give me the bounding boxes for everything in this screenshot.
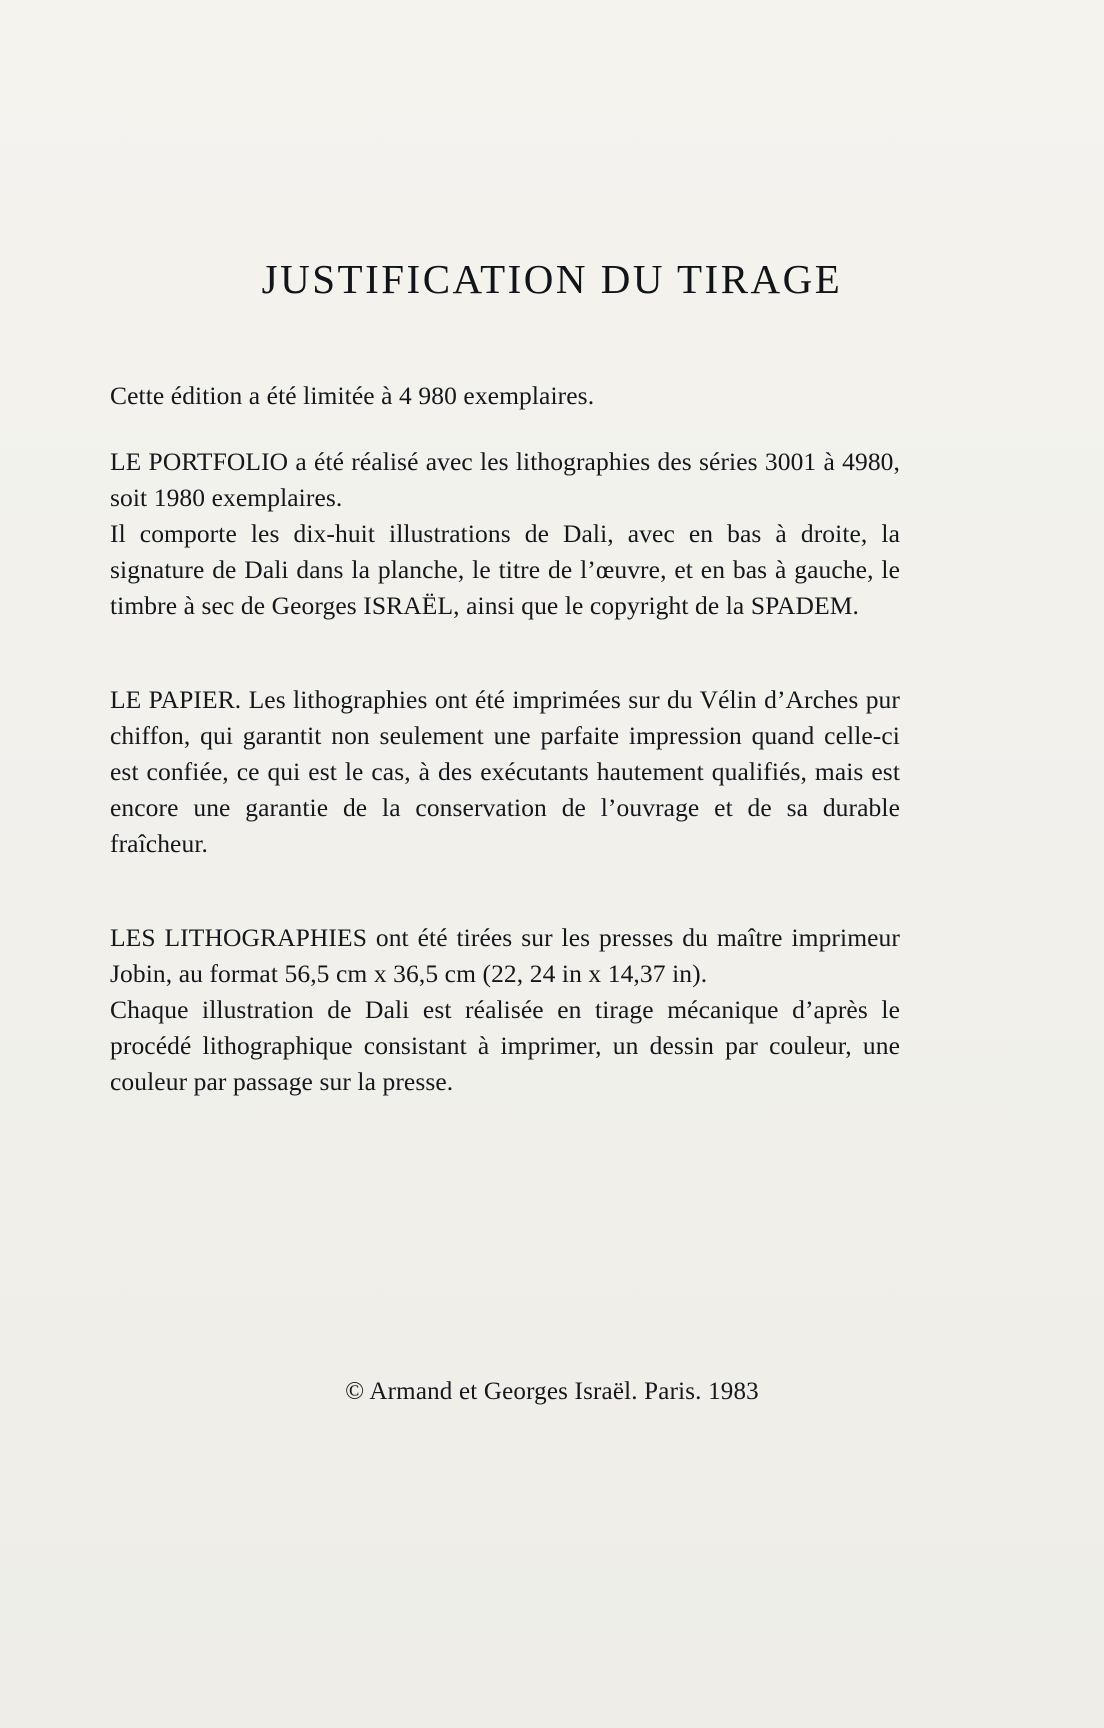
paragraph-lithographs: LES LITHOGRAPHIES ont été tirées sur les presses du maître imprimeur Jobin, au format 56,5 cm x 36,5 cm (22, 24 in x 14,37 in). bbox=[110, 923, 900, 988]
colophon: © Armand et Georges Israël. Paris. 1983 bbox=[345, 1378, 759, 1405]
spacer bbox=[110, 414, 900, 444]
paragraph-process: Chaque illustration de Dali est réalisée en tirage mécanique d’après le procédé lithographique consistant à imprimer, un dessin par couleur, une couleur par passage sur la presse. bbox=[110, 995, 900, 1096]
spacer bbox=[110, 862, 900, 920]
paragraph-paper: LE PAPIER. Les lithographies ont été imprimées sur du Vélin d’Arches pur chiffon, qui garantit non seulement une parfaite impression quand celle-ci est confiée, ce qui est le cas, à des exécutants hautement qualifiés, mais est encore une garantie de la conservation de l’ouvrage et de sa durable fraîcheur. bbox=[110, 685, 900, 858]
paragraph-edition-limit: Cette édition a été limitée à 4 980 exemplaires. bbox=[110, 381, 595, 410]
spacer bbox=[110, 624, 900, 682]
paragraph-portfolio-details: Il comporte les dix-huit illustrations de Dali, avec en bas à droite, la signature de Dali dans la planche, le titre de l’œuvre, et en bas à gauche, le timbre à sec de Georges ISRAËL, ainsi que le copyright de la SPADEM. bbox=[110, 519, 900, 620]
page-title: JUSTIFICATION DU TIRAGE bbox=[261, 256, 843, 303]
paragraph-portfolio-intro: LE PORTFOLIO a été réalisé avec les lithographies des séries 3001 à 4980, soit 1980 exemplaires. bbox=[110, 447, 900, 512]
document-body bbox=[110, 378, 900, 1100]
